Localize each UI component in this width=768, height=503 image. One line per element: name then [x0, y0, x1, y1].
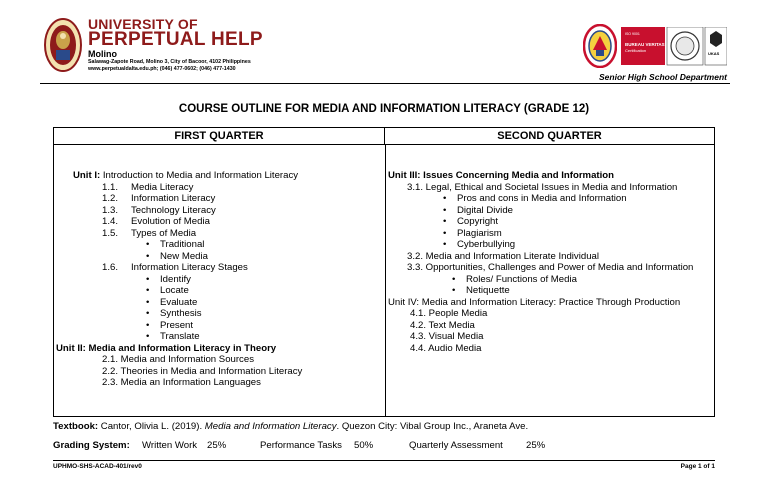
bullet-item: • Translate: [160, 331, 200, 343]
cert-ukas-text: UKAS: [708, 51, 720, 56]
bullet-item: • Synthesis: [160, 308, 202, 320]
unit4-heading: Unit IV: Media and Information Literacy: Practice Through Production: [388, 297, 681, 308]
first-quarter-header: FIRST QUARTER: [54, 128, 385, 145]
textbook-label: Textbook:: [53, 421, 99, 432]
footer-divider: [53, 460, 715, 461]
list-item: 4.3. Visual Media: [410, 331, 484, 342]
bullet-item: • Plagiarism: [457, 228, 502, 240]
bullet-item: • Copyright: [457, 216, 498, 228]
address-line1: Salawag-Zapote Road, Molino 3, City of Bacoor, 4102 Philippines: [88, 59, 251, 65]
campus-name: Molino: [88, 49, 117, 59]
list-item: 3.3. Opportunities, Challenges and Power of Media and Information: [407, 262, 694, 273]
grading-system-label: [53, 440, 130, 451]
list-item: 2.3. Media an Information Languages: [102, 377, 261, 388]
grading-item-value: 50%: [354, 440, 374, 451]
list-item: 4.1. People Media: [410, 308, 488, 319]
list-item: 1.2.: [102, 193, 119, 204]
bullet-item: • Roles/ Functions of Media: [466, 274, 577, 286]
second-quarter-header: SECOND QUARTER: [385, 128, 714, 145]
department-name: Senior High School Department: [599, 72, 727, 82]
cert-label-text: Certification: [625, 48, 647, 53]
course-outline-table: [53, 127, 715, 417]
list-item: 1.4.: [102, 216, 119, 227]
list-item: Technology Literacy: [131, 205, 216, 216]
document-code: UPHMO-SHS-ACAD-401/rev0: [53, 463, 142, 470]
bullet-item: • Locate: [160, 285, 189, 297]
list-item: 2.1. Media and Information Sources: [102, 354, 254, 365]
list-item: Types of Media: [131, 228, 197, 239]
bullet-item: • Pros and cons in Media and Information: [457, 193, 627, 205]
list-item: 3.1. Legal, Ethical and Societal Issues in Media and Information: [407, 182, 678, 193]
grading-item-value: 25%: [207, 440, 227, 451]
unit2-heading: Unit II: Media and Information Literacy in Theory: [56, 343, 277, 354]
textbook-publisher: . Quezon City: Vibal Group Inc., Araneta Ave.: [336, 421, 529, 432]
grading-label-text: Grading System:: [53, 440, 130, 451]
grading-item-name: Quarterly Assessment: [409, 440, 503, 451]
university-seal-logo: [44, 18, 82, 73]
unit1-title: Introduction to Media and Information Literacy: [100, 170, 299, 181]
list-item: 3.2. Media and Information Literate Individual: [407, 251, 599, 262]
bullet-item: • Netiquette: [466, 285, 510, 297]
grading-item-value: 25%: [526, 440, 546, 451]
list-item: 1.1.: [102, 182, 119, 193]
shs-seal-logo: [583, 24, 617, 68]
cert-bv-text: BUREAU VERITAS: [625, 42, 665, 47]
list-item: 4.2. Text Media: [410, 320, 475, 331]
document-title: COURSE OUTLINE FOR MEDIA AND INFORMATION LITERACY (GRADE 12): [178, 103, 590, 115]
certification-badges: [621, 27, 727, 67]
bullet-item: • Cyberbullying: [457, 239, 515, 251]
unit1-heading: [73, 170, 298, 182]
list-item: Media Literacy: [131, 182, 194, 193]
grading-item-name: Written Work: [142, 440, 198, 451]
bullet-item: • Present: [160, 320, 193, 332]
grading-item-name: Performance Tasks: [260, 440, 342, 451]
bullet-item: • Digital Divide: [457, 205, 513, 217]
list-item: Evolution of Media: [131, 216, 210, 227]
list-item: Information Literacy: [131, 193, 216, 204]
textbook-authors: Cantor, Olivia L. (2019).: [98, 421, 205, 432]
university-name-line2: PERPETUAL HELP: [88, 29, 263, 50]
bullet-item: • Identify: [160, 274, 191, 286]
address-line2: www.perpetualdalta.edu.ph; (046) 477-0602; (046) 477-1430: [88, 66, 236, 72]
header-divider: [40, 83, 730, 84]
unit3-heading: Unit III: Issues Concerning Media and Information: [388, 170, 615, 181]
list-item: Information Literacy Stages: [131, 262, 248, 273]
list-item: 4.4. Audio Media: [410, 343, 482, 354]
list-item: 2.2. Theories in Media and Information Literacy: [102, 366, 303, 377]
list-item: 1.5.: [102, 228, 119, 239]
textbook-reference: [53, 421, 528, 432]
bullet-item: • New Media: [160, 251, 208, 263]
textbook-title: Media and Information Literacy: [204, 421, 337, 432]
unit1-label: Unit I:: [73, 170, 101, 181]
list-item: 1.3.: [102, 205, 119, 216]
list-item: 1.6.: [102, 262, 119, 273]
university-name-line1: UNIVERSITY OF: [88, 16, 198, 32]
cert-iso-text: ISO 9001: [625, 32, 640, 36]
page-number: Page 1 of 1: [680, 463, 715, 470]
column-divider: [385, 145, 386, 416]
bullet-item: • Traditional: [160, 239, 204, 251]
bullet-item: • Evaluate: [160, 297, 197, 309]
